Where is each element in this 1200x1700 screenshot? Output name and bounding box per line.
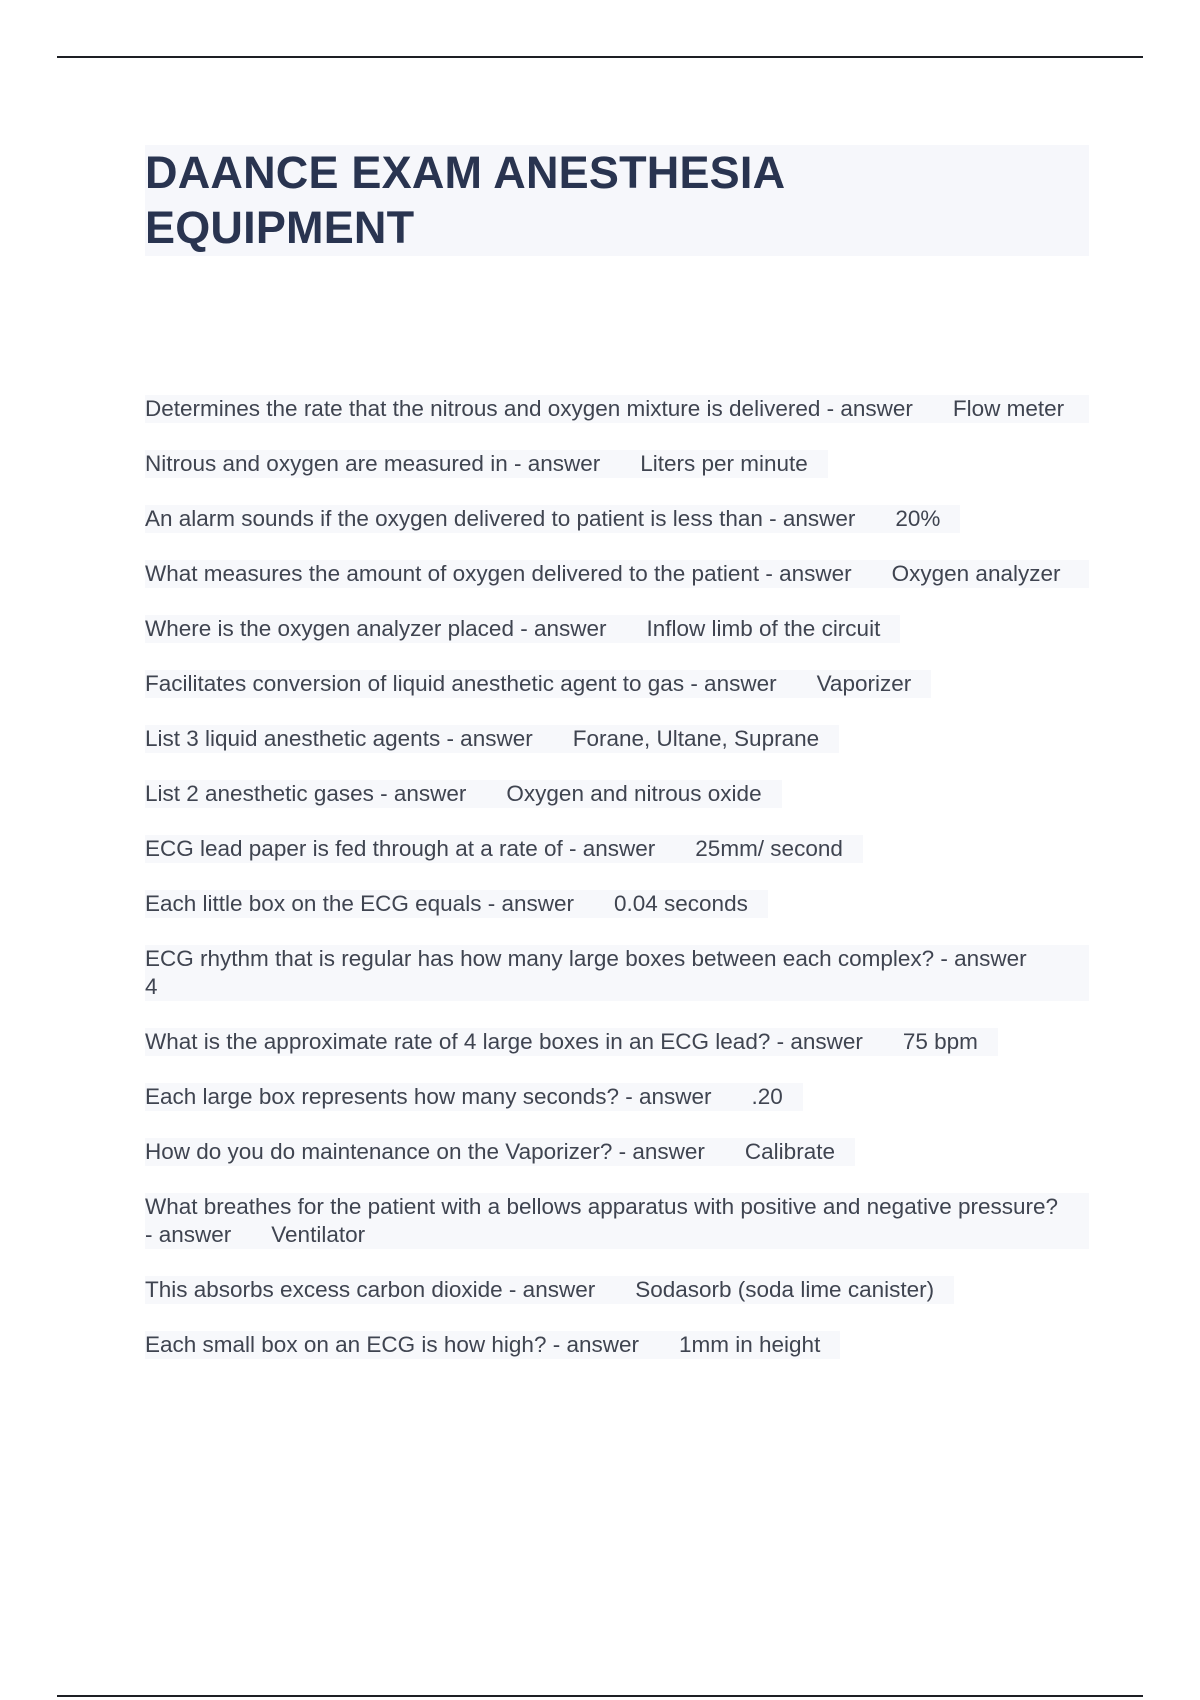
qa-answer: 4 — [145, 974, 158, 999]
qa-answer: Forane, Ultane, Suprane — [572, 726, 820, 751]
qa-question: Determines the rate that the nitrous and oxygen mixture is delivered - answer — [145, 396, 913, 421]
qa-answer: 25mm/ second — [695, 836, 843, 861]
qa-question: This absorbs excess carbon dioxide - answer — [145, 1277, 596, 1302]
page-title — [145, 145, 1089, 255]
qa-item — [145, 1276, 954, 1304]
qa-list — [145, 395, 1089, 1386]
qa-question: Nitrous and oxygen are measured in - answer — [145, 451, 601, 476]
qa-answer: Oxygen analyzer — [891, 561, 1061, 586]
bottom-rule — [57, 1695, 1143, 1697]
qa-question: Where is the oxygen analyzer placed - answer — [145, 616, 607, 641]
qa-answer: 0.04 seconds — [613, 891, 748, 916]
qa-question: List 3 liquid anesthetic agents - answer — [145, 726, 533, 751]
qa-item — [145, 1083, 803, 1111]
qa-answer: Calibrate — [744, 1139, 835, 1164]
qa-item — [145, 1193, 1089, 1249]
qa-question: Each little box on the ECG equals - answer — [145, 891, 574, 916]
top-rule — [57, 56, 1143, 58]
qa-item — [145, 1028, 998, 1056]
qa-question: An alarm sounds if the oxygen delivered to patient is less than - answer — [145, 506, 856, 531]
qa-item — [145, 1138, 855, 1166]
qa-question: ECG rhythm that is regular has how many large boxes between each complex? - answer — [145, 946, 1027, 971]
title-block — [145, 145, 1089, 256]
qa-item — [145, 615, 900, 643]
qa-question: Facilitates conversion of liquid anesthetic agent to gas - answer — [145, 671, 777, 696]
qa-question: What measures the amount of oxygen delivered to the patient - answer — [145, 561, 852, 586]
page-title-line-2: EQUIPMENT — [145, 202, 415, 253]
qa-item — [145, 780, 782, 808]
qa-question: List 2 anesthetic gases - answer — [145, 781, 467, 806]
qa-answer: Ventilator — [271, 1222, 366, 1247]
qa-answer: 20% — [895, 506, 941, 531]
qa-item — [145, 725, 839, 753]
qa-item — [145, 560, 1089, 588]
qa-answer: Sodasorb (soda lime canister) — [635, 1277, 935, 1302]
qa-question: ECG lead paper is fed through at a rate of - answer — [145, 836, 656, 861]
qa-item — [145, 450, 828, 478]
qa-item — [145, 1331, 840, 1359]
qa-answer: 1mm in height — [679, 1332, 821, 1357]
qa-answer: Flow meter — [952, 396, 1065, 421]
qa-answer: Oxygen and nitrous oxide — [506, 781, 762, 806]
qa-item — [145, 945, 1089, 1001]
qa-question: Each large box represents how many seconds? - answer — [145, 1084, 712, 1109]
qa-answer: .20 — [751, 1084, 783, 1109]
qa-question: What breathes for the patient with a bellows apparatus with positive and negative pressure? - answer — [145, 1194, 1059, 1247]
qa-item — [145, 890, 768, 918]
qa-answer: Inflow limb of the circuit — [646, 616, 881, 641]
page-title-line-1: DAANCE EXAM ANESTHESIA — [145, 147, 786, 198]
qa-item — [145, 395, 1089, 423]
qa-question: What is the approximate rate of 4 large boxes in an ECG lead? - answer — [145, 1029, 863, 1054]
qa-answer: 75 bpm — [902, 1029, 978, 1054]
qa-answer: Liters per minute — [640, 451, 808, 476]
qa-item — [145, 505, 960, 533]
qa-question: How do you do maintenance on the Vaporizer? - answer — [145, 1139, 705, 1164]
qa-item — [145, 670, 931, 698]
qa-question: Each small box on an ECG is how high? - answer — [145, 1332, 639, 1357]
qa-item — [145, 835, 863, 863]
qa-answer: Vaporizer — [816, 671, 912, 696]
